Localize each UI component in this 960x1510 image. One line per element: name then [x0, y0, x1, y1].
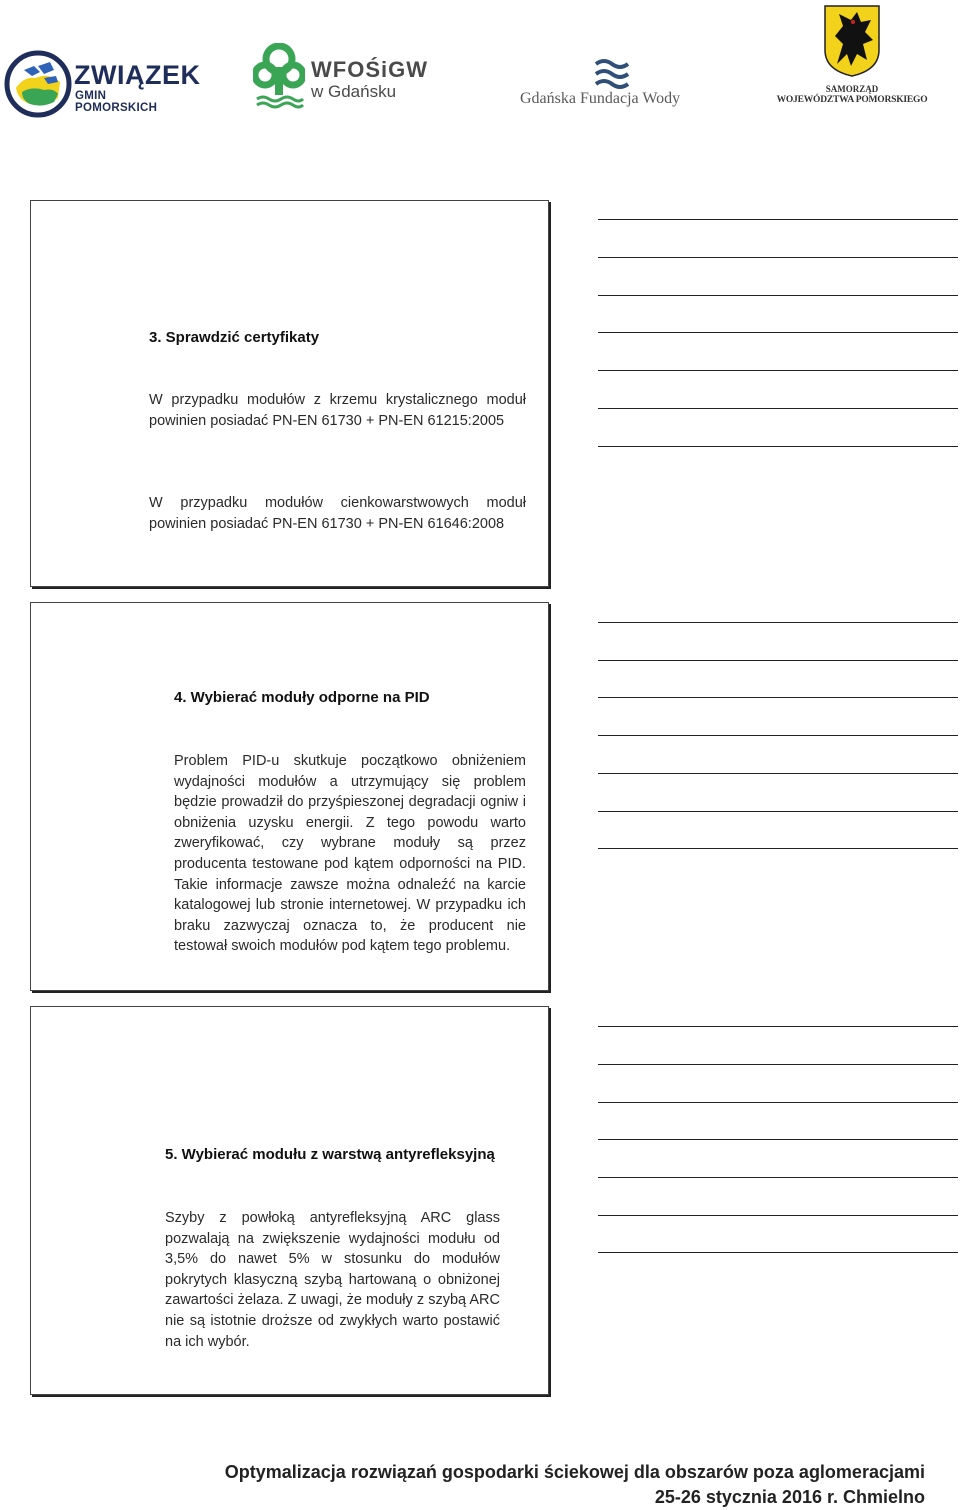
slide-paragraph: Problem PID-u skutkuje początkowo obniżeniem wydajności modułów a utrzymujący się problem będzie prowadził do przyśpieszonej degradacji ogniw i obniżenia uzysku energii. Z tego powodu warto zweryfikować, czy wybrane moduły są przez producenta testowane pod kątem odporności na PID. Takie informacje zawsze można odnaleźć na karcie katalogowej lub stronie internetowej. W przypadku ich braku zazwyczaj oznacza to, że producent nie testował swoich modułów pod kątem tego problemu. [174, 753, 526, 955]
note-line [598, 1252, 958, 1253]
wfos-logo-line2: w Gdańsku [311, 82, 397, 101]
waves-icon [594, 58, 634, 90]
note-line [598, 446, 958, 447]
note-line [598, 1102, 958, 1103]
note-line [598, 773, 958, 774]
footer-event-title: Optymalizacja rozwiązań gospodarki ściekowej dla obszarów poza aglomeracjami [224, 1462, 925, 1482]
griffin-coat-of-arms-icon [823, 4, 881, 78]
zwiazek-gmin-pomorskich-logo [4, 46, 201, 122]
note-line [598, 257, 958, 258]
note-line [598, 660, 958, 661]
note-line [598, 295, 958, 296]
note-line [598, 735, 958, 736]
zgp-emblem-icon [4, 48, 72, 120]
zgp-logo-line1: ZWIĄZEK [74, 60, 201, 90]
slide-title: 5. Wybierać modułu z warstwą antyrefleksyjną [165, 1146, 495, 1163]
note-line [598, 1026, 958, 1027]
zgp-logo-line2: GMIN POMORSKICH [75, 90, 158, 114]
slide-certificates [30, 200, 549, 587]
slide-paragraph: Szyby z powłoką antyrefleksyjną ARC glass pozwalają na zwiększenie wydajności modułu od 3,5% do nawet 5% w stosunku do modułów pokrytych klasyczną szybą hartowaną o obniżonej zawartości żelaza. Z uwagi, że moduły z szybą ARC nie są istotnie droższe od zwykłych warto postawić na ich wybór. [165, 1210, 500, 1350]
wfosigw-logo [253, 43, 443, 113]
note-line [598, 1215, 958, 1216]
gfw-logo-text: Gdańska Fundacja Wody [520, 90, 681, 107]
wfos-logo-line1: WFOŚiGW [311, 57, 428, 82]
note-line [598, 622, 958, 623]
note-line [598, 848, 958, 849]
swp-logo-line2: WOJEWÓDZTWA POMORSKIEGO [776, 95, 928, 105]
slide-antireflective-layer [30, 1006, 549, 1395]
note-line [598, 1139, 958, 1140]
slide-pid-resistance [30, 602, 549, 991]
note-line [598, 332, 958, 333]
slide-title: 3. Sprawdzić certyfikaty [149, 329, 320, 346]
note-line [598, 1064, 958, 1065]
gdanska-fundacja-wody-logo [518, 58, 710, 114]
slide-paragraph: W przypadku modułów z krzemu krystalicznego moduł powinien posiadać PN-EN 61730 + PN-EN 61215:2005 [149, 392, 526, 429]
note-line [598, 219, 958, 220]
swp-logo-line1: SAMORZĄD [825, 84, 879, 94]
note-line [598, 408, 958, 409]
note-line [598, 697, 958, 698]
slide-paragraph: W przypadku modułów cienkowarstwowych moduł powinien posiadać PN-EN 61730 + PN-EN 61646:2008 [149, 495, 526, 532]
note-line [598, 370, 958, 371]
samorzad-wojewodztwa-pomorskiego-logo [768, 4, 936, 108]
note-line [598, 1177, 958, 1178]
footer-event-date: 25-26 stycznia 2016 r. Chmielno [654, 1487, 925, 1507]
note-line [598, 811, 958, 812]
slide-title: 4. Wybierać moduły odporne na PID [174, 689, 430, 706]
tree-icon [253, 43, 305, 109]
